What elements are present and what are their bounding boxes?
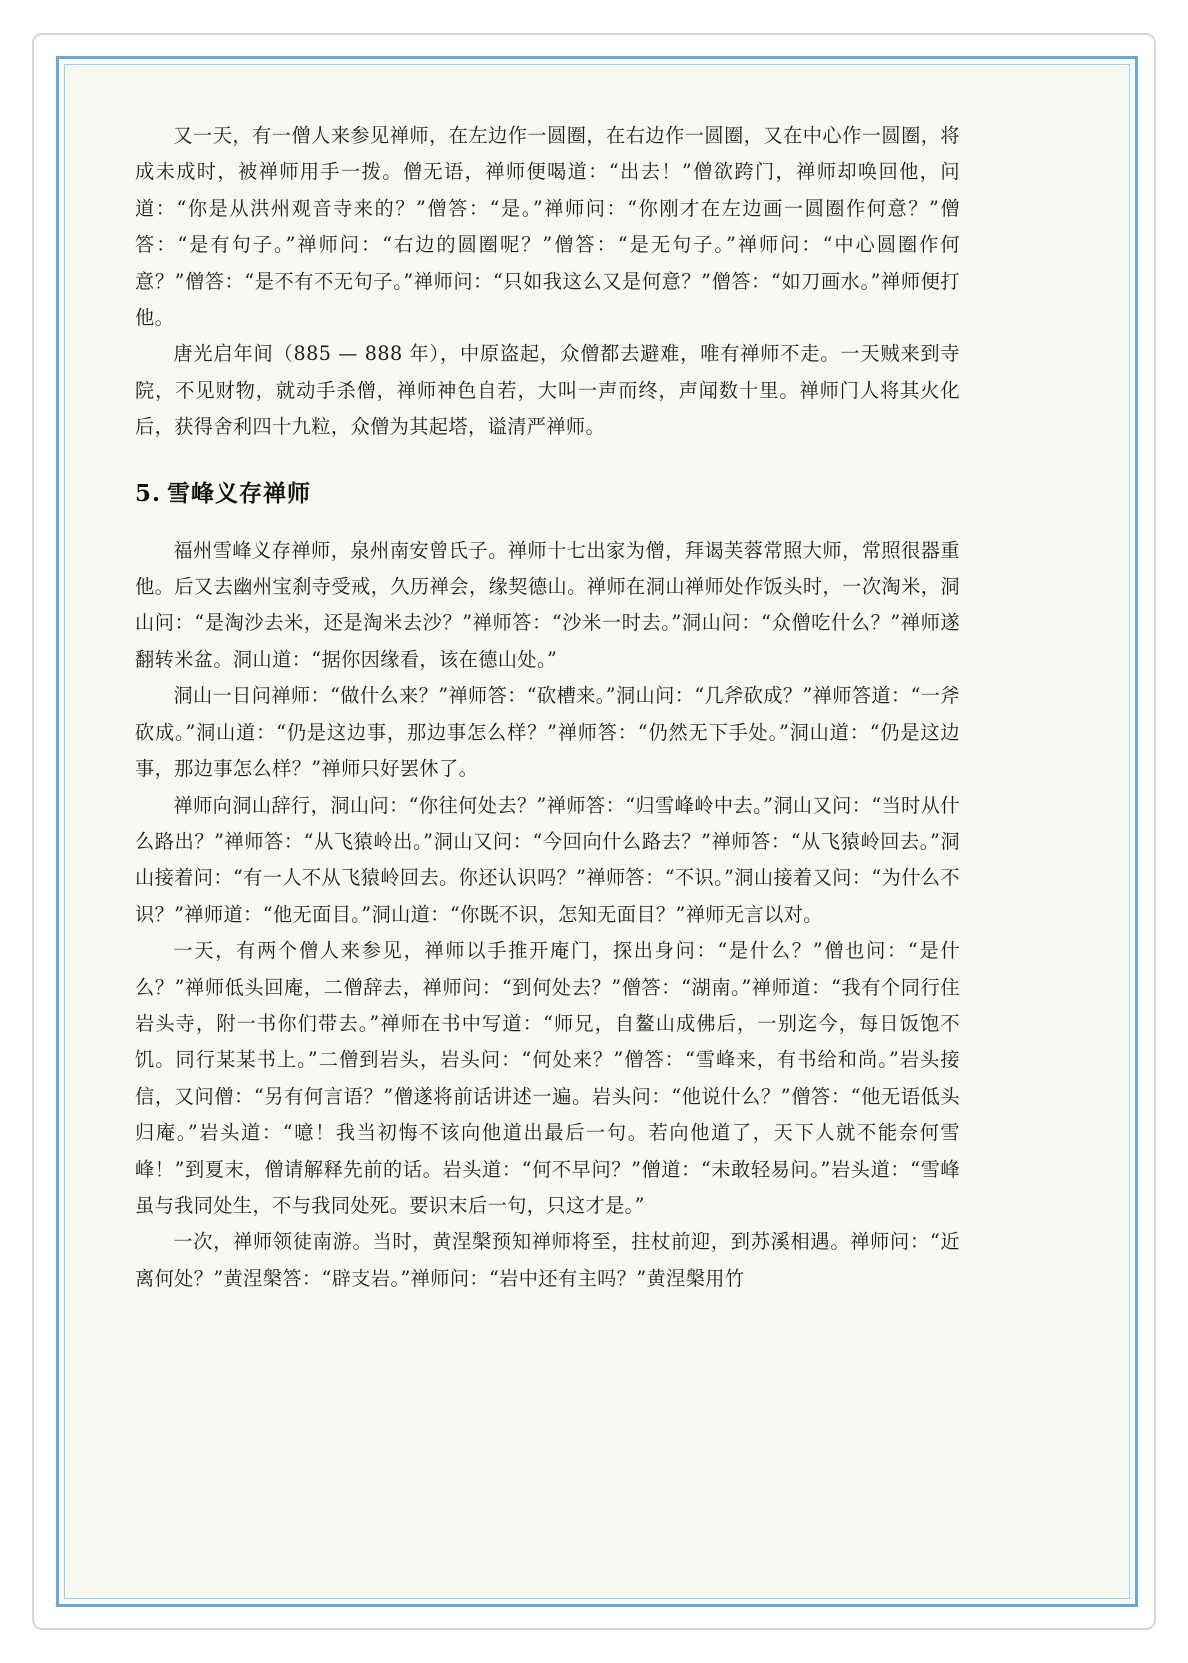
section-number: 5. (135, 479, 162, 507)
section-heading (135, 479, 960, 509)
document-body (135, 118, 960, 1297)
paragraph: 一天，有两个僧人来参见，禅师以手推开庵门，探出身问：“是什么？”僧也问：“是什么？”禅师低头回庵，二僧辞去，禅师问：“到何处去？”僧答：“湖南。”禅师道：“我有个同行住岩头寺，附一书你们带去。”禅师在书中写道：“师兄，自鳌山成佛后，一别迄今，每日饭饱不饥。同行某某书上。”二僧到岩头，岩头问：“何处来？”僧答：“雪峰来，有书给和尚。”岩头接信，又问僧：“另有何言语？”僧遂将前话讲述一遍。岩头问：“他说什么？”僧答：“他无语低头归庵。”岩头道：“噫！我当初悔不该向他道出最后一句。若向他道了，天下人就不能奈何雪峰！”到夏末，僧请解释先前的话。岩头道：“何不早问？”僧道：“未敢轻易问。”岩头道：“雪峰虽与我同处生，不与我同处死。要识末后一句，只这才是。” (135, 939, 960, 1217)
paragraph: 洞山一日问禅师：“做什么来？”禅师答：“砍槽来。”洞山问：“几斧砍成？”禅师答道：“一斧砍成。”洞山道：“仍是这边事，那边事怎么样？”禅师答：“仍然无下手处。”洞山道：“仍是这边事，那边事怎么样？”禅师只好罢休了。 (135, 684, 960, 781)
section-title: 雪峰义存禅师 (167, 479, 312, 507)
paragraph: 又一天，有一僧人来参见禅师，在左边作一圆圈，在右边作一圆圈，又在中心作一圆圈，将成未成时，被禅师用手一拨。僧无语，禅师便喝道：“出去！”僧欲跨门，禅师却唤回他，问道：“你是从洪州观音寺来的？”僧答：“是。”禅师问：“你刚才在左边画一圆圈作何意？”僧答：“是有句子。”禅师问：“右边的圆圈呢？”僧答：“是无句子。”禅师问：“中心圆圈作何意？”僧答：“是不有不无句子。”禅师问：“只如我这么又是何意？”僧答：“如刀画水。”禅师便打他。 (135, 124, 960, 330)
paragraph: 唐光启年间（885 — 888 年），中原盗起，众僧都去避难，唯有禅师不走。一天贼来到寺院，不见财物，就动手杀僧，禅师神色自若，大叫一声而终，声闻数十里。禅师门人将其火化后，获得舍利四十九粒，众僧为其起塔，谥清严禅师。 (135, 342, 960, 439)
paragraph: 禅师向洞山辞行，洞山问：“你往何处去？”禅师答：“归雪峰岭中去。”洞山又问：“当时从什么路出？”禅师答：“从飞猿岭出。”洞山又问：“今回向什么路去？”禅师答：“从飞猿岭回去。”洞山接着问：“有一人不从飞猿岭回去。你还认识吗？”禅师答：“不识。”洞山接着又问：“为什么不识？”禅师道：“他无面目。”洞山道：“你既不识，怎知无面目？”禅师无言以对。 (135, 793, 960, 926)
paragraph: 一次，禅师领徒南游。当时，黄涅槃预知禅师将至，拄杖前迎，到苏溪相遇。禅师问：“近离何处？”黄涅槃答：“辟支岩。”禅师问：“岩中还有主吗？”黄涅槃用竹 (135, 1230, 960, 1290)
paragraph: 福州雪峰义存禅师，泉州南安曾氏子。禅师十七出家为僧，拜谒芙蓉常照大师，常照很器重他。后又去幽州宝刹寺受戒，久历禅会，缘契德山。禅师在洞山禅师处作饭头时，一次淘米，洞山问：“是淘沙去米，还是淘米去沙？”禅师答：“沙米一时去。”洞山问：“众僧吃什么？”禅师遂翻转米盆。洞山道：“据你因缘看，该在德山处。” (135, 538, 960, 671)
